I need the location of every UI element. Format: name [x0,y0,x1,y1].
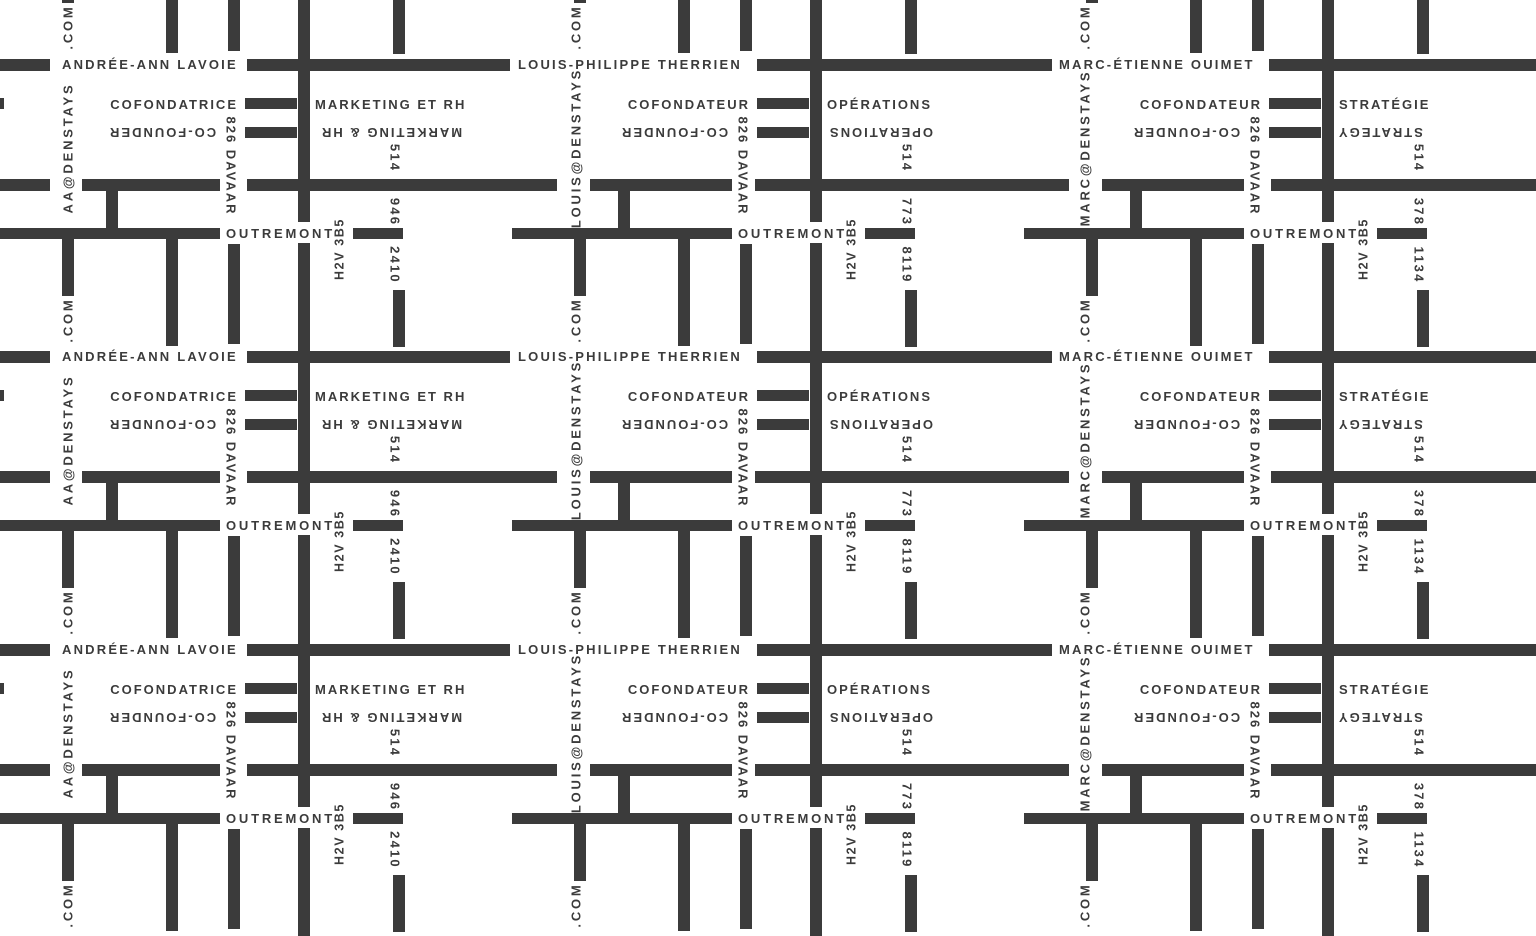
email-tld: .COM [60,4,76,50]
email-handle: LOUIS@DENSTAYS [568,359,584,521]
email-tld: .COM [1077,4,1093,50]
phone-line: 2410 [387,538,403,576]
dept-english-flipped: OPERATIONS [828,417,933,432]
postal-code: H2V 3B5 [332,802,347,865]
dept-french: OPÉRATIONS [827,681,932,697]
card-marc-etienne [1024,0,1536,58]
phone-area-code: 514 [387,435,403,465]
role-french: COFONDATEUR [1139,681,1262,697]
role-french: COFONDATRICE [110,96,238,112]
email-handle: AA@DENSTAYS [60,374,76,506]
person-name: ANDRÉE-ANN LAVOIE [62,56,238,72]
role-english-flipped: CO-FOUNDER [620,709,729,725]
phone-exchange: 773 [899,489,915,519]
city-label: OUTREMONT [226,518,335,533]
email-tld: .COM [1077,296,1093,343]
pattern-strip [0,0,1536,58]
role-english-flipped: CO-FOUNDER [620,417,729,432]
street-address: 826 DAVAAR [1247,701,1263,800]
role-french: COFONDATEUR [627,96,750,112]
city-label: OUTREMONT [226,810,335,826]
role-french: COFONDATRICE [110,389,238,404]
phone-exchange: 378 [1411,489,1427,519]
postal-code: H2V 3B5 [1356,217,1371,280]
email-tld: .COM [568,4,584,50]
card-andree-ann [0,643,512,936]
street-address: 826 DAVAAR [735,116,751,215]
dept-english-flipped: STRATEGY [1337,709,1423,725]
dept-french: MARKETING ET RH [315,681,467,697]
email-tld: .COM [1077,589,1093,635]
card-andree-ann [0,0,512,58]
person-name: LOUIS-PHILIPPE THERRIEN [518,56,742,72]
person-name: MARC-ÉTIENNE OUIMET [1059,641,1255,657]
card-marc-etienne [1024,350,1536,643]
phone-exchange: 378 [1411,197,1427,226]
email-handle: LOUIS@DENSTAYS [568,652,584,813]
phone-line: 1134 [1411,245,1427,284]
pattern-strip [0,350,1536,643]
dept-french: OPÉRATIONS [827,96,932,112]
dept-french: STRATÉGIE [1339,681,1431,697]
dept-french: STRATÉGIE [1339,96,1431,112]
street-address: 826 DAVAAR [223,408,239,508]
role-french: COFONDATEUR [1139,389,1262,404]
card-andree-ann [0,350,512,643]
email-tld: .COM [568,296,584,343]
city-label: OUTREMONT [1250,518,1359,533]
role-english-flipped: CO-FOUNDER [620,124,729,140]
phone-line: 8119 [899,245,915,284]
role-english-flipped: CO-FOUNDER [1132,709,1241,725]
postal-code: H2V 3B5 [1356,510,1371,572]
dept-french: MARKETING ET RH [315,96,467,112]
phone-exchange: 946 [387,489,403,519]
email-handle: AA@DENSTAYS [60,667,76,798]
street-address: 826 DAVAAR [1247,116,1263,215]
dept-english-flipped: MARKETING & HR [320,124,463,140]
email-tld: .COM [60,589,76,635]
pattern-strip [0,643,1536,936]
person-name: LOUIS-PHILIPPE THERRIEN [518,641,742,657]
dept-english-flipped: OPERATIONS [828,124,933,140]
street-address: 826 DAVAAR [735,408,751,508]
phone-area-code: 514 [1411,143,1427,172]
role-french: COFONDATEUR [627,681,750,697]
card-andree-ann [0,58,512,351]
person-name: ANDRÉE-ANN LAVOIE [62,641,238,657]
email-tld: .COM [568,881,584,928]
role-french: COFONDATEUR [1139,96,1262,112]
postal-code: H2V 3B5 [332,217,347,280]
role-english-flipped: CO-FOUNDER [108,417,217,432]
postal-code: H2V 3B5 [1356,802,1371,865]
phone-exchange: 378 [1411,782,1427,811]
card-louis-philippe [512,58,1024,351]
dept-french: STRATÉGIE [1339,389,1431,404]
phone-area-code: 514 [899,143,915,172]
email-handle: LOUIS@DENSTAYS [568,67,584,228]
person-name: MARC-ÉTIENNE OUIMET [1059,56,1255,72]
street-address: 826 DAVAAR [735,701,751,800]
dept-english-flipped: OPERATIONS [828,709,933,725]
person-name: MARC-ÉTIENNE OUIMET [1059,349,1255,364]
dept-english-flipped: STRATEGY [1337,124,1423,140]
city-label: OUTREMONT [1250,225,1359,241]
email-handle: MARC@DENSTAYS [1077,361,1093,519]
phone-exchange: 946 [387,197,403,226]
person-name: LOUIS-PHILIPPE THERRIEN [518,349,742,364]
email-tld: .COM [1077,881,1093,928]
phone-line: 2410 [387,830,403,869]
person-name: ANDRÉE-ANN LAVOIE [62,349,238,364]
dept-english-flipped: MARKETING & HR [320,709,463,725]
city-label: OUTREMONT [738,225,847,241]
street-address: 826 DAVAAR [223,701,239,800]
city-label: OUTREMONT [1250,810,1359,826]
email-tld: .COM [568,589,584,635]
role-english-flipped: CO-FOUNDER [108,124,217,140]
city-label: OUTREMONT [738,518,847,533]
role-english-flipped: CO-FOUNDER [1132,417,1241,432]
postal-code: H2V 3B5 [844,217,859,280]
email-handle: AA@DENSTAYS [60,82,76,213]
dept-french: MARKETING ET RH [315,389,467,404]
card-marc-etienne [1024,643,1536,936]
card-marc-etienne [1024,58,1536,351]
phone-area-code: 514 [1411,728,1427,757]
role-french: COFONDATEUR [627,389,750,404]
phone-exchange: 773 [899,197,915,226]
street-address: 826 DAVAAR [1247,408,1263,508]
phone-area-code: 514 [387,728,403,757]
email-tld: .COM [60,296,76,343]
street-address: 826 DAVAAR [223,116,239,215]
phone-area-code: 514 [387,143,403,172]
phone-line: 2410 [387,245,403,284]
role-french: COFONDATRICE [110,681,238,697]
email-handle: MARC@DENSTAYS [1077,654,1093,811]
phone-line: 8119 [899,538,915,576]
role-english-flipped: CO-FOUNDER [1132,124,1241,140]
postal-code: H2V 3B5 [844,510,859,572]
phone-exchange: 773 [899,782,915,811]
postal-code: H2V 3B5 [844,802,859,865]
phone-area-code: 514 [899,728,915,757]
card-louis-philippe [512,350,1024,643]
card-louis-philippe [512,0,1024,58]
city-label: OUTREMONT [738,810,847,826]
postal-code: H2V 3B5 [332,510,347,572]
dept-english-flipped: MARKETING & HR [320,417,463,432]
phone-line: 1134 [1411,830,1427,869]
email-handle: MARC@DENSTAYS [1077,69,1093,226]
phone-area-code: 514 [1411,435,1427,465]
phone-line: 8119 [899,830,915,869]
phone-exchange: 946 [387,782,403,811]
phone-line: 1134 [1411,538,1427,576]
role-english-flipped: CO-FOUNDER [108,709,217,725]
card-louis-philippe [512,643,1024,936]
dept-french: OPÉRATIONS [827,389,932,404]
pattern-strip [0,58,1536,351]
phone-area-code: 514 [899,435,915,465]
dept-english-flipped: STRATEGY [1337,417,1423,432]
email-tld: .COM [60,881,76,928]
city-label: OUTREMONT [226,225,335,241]
